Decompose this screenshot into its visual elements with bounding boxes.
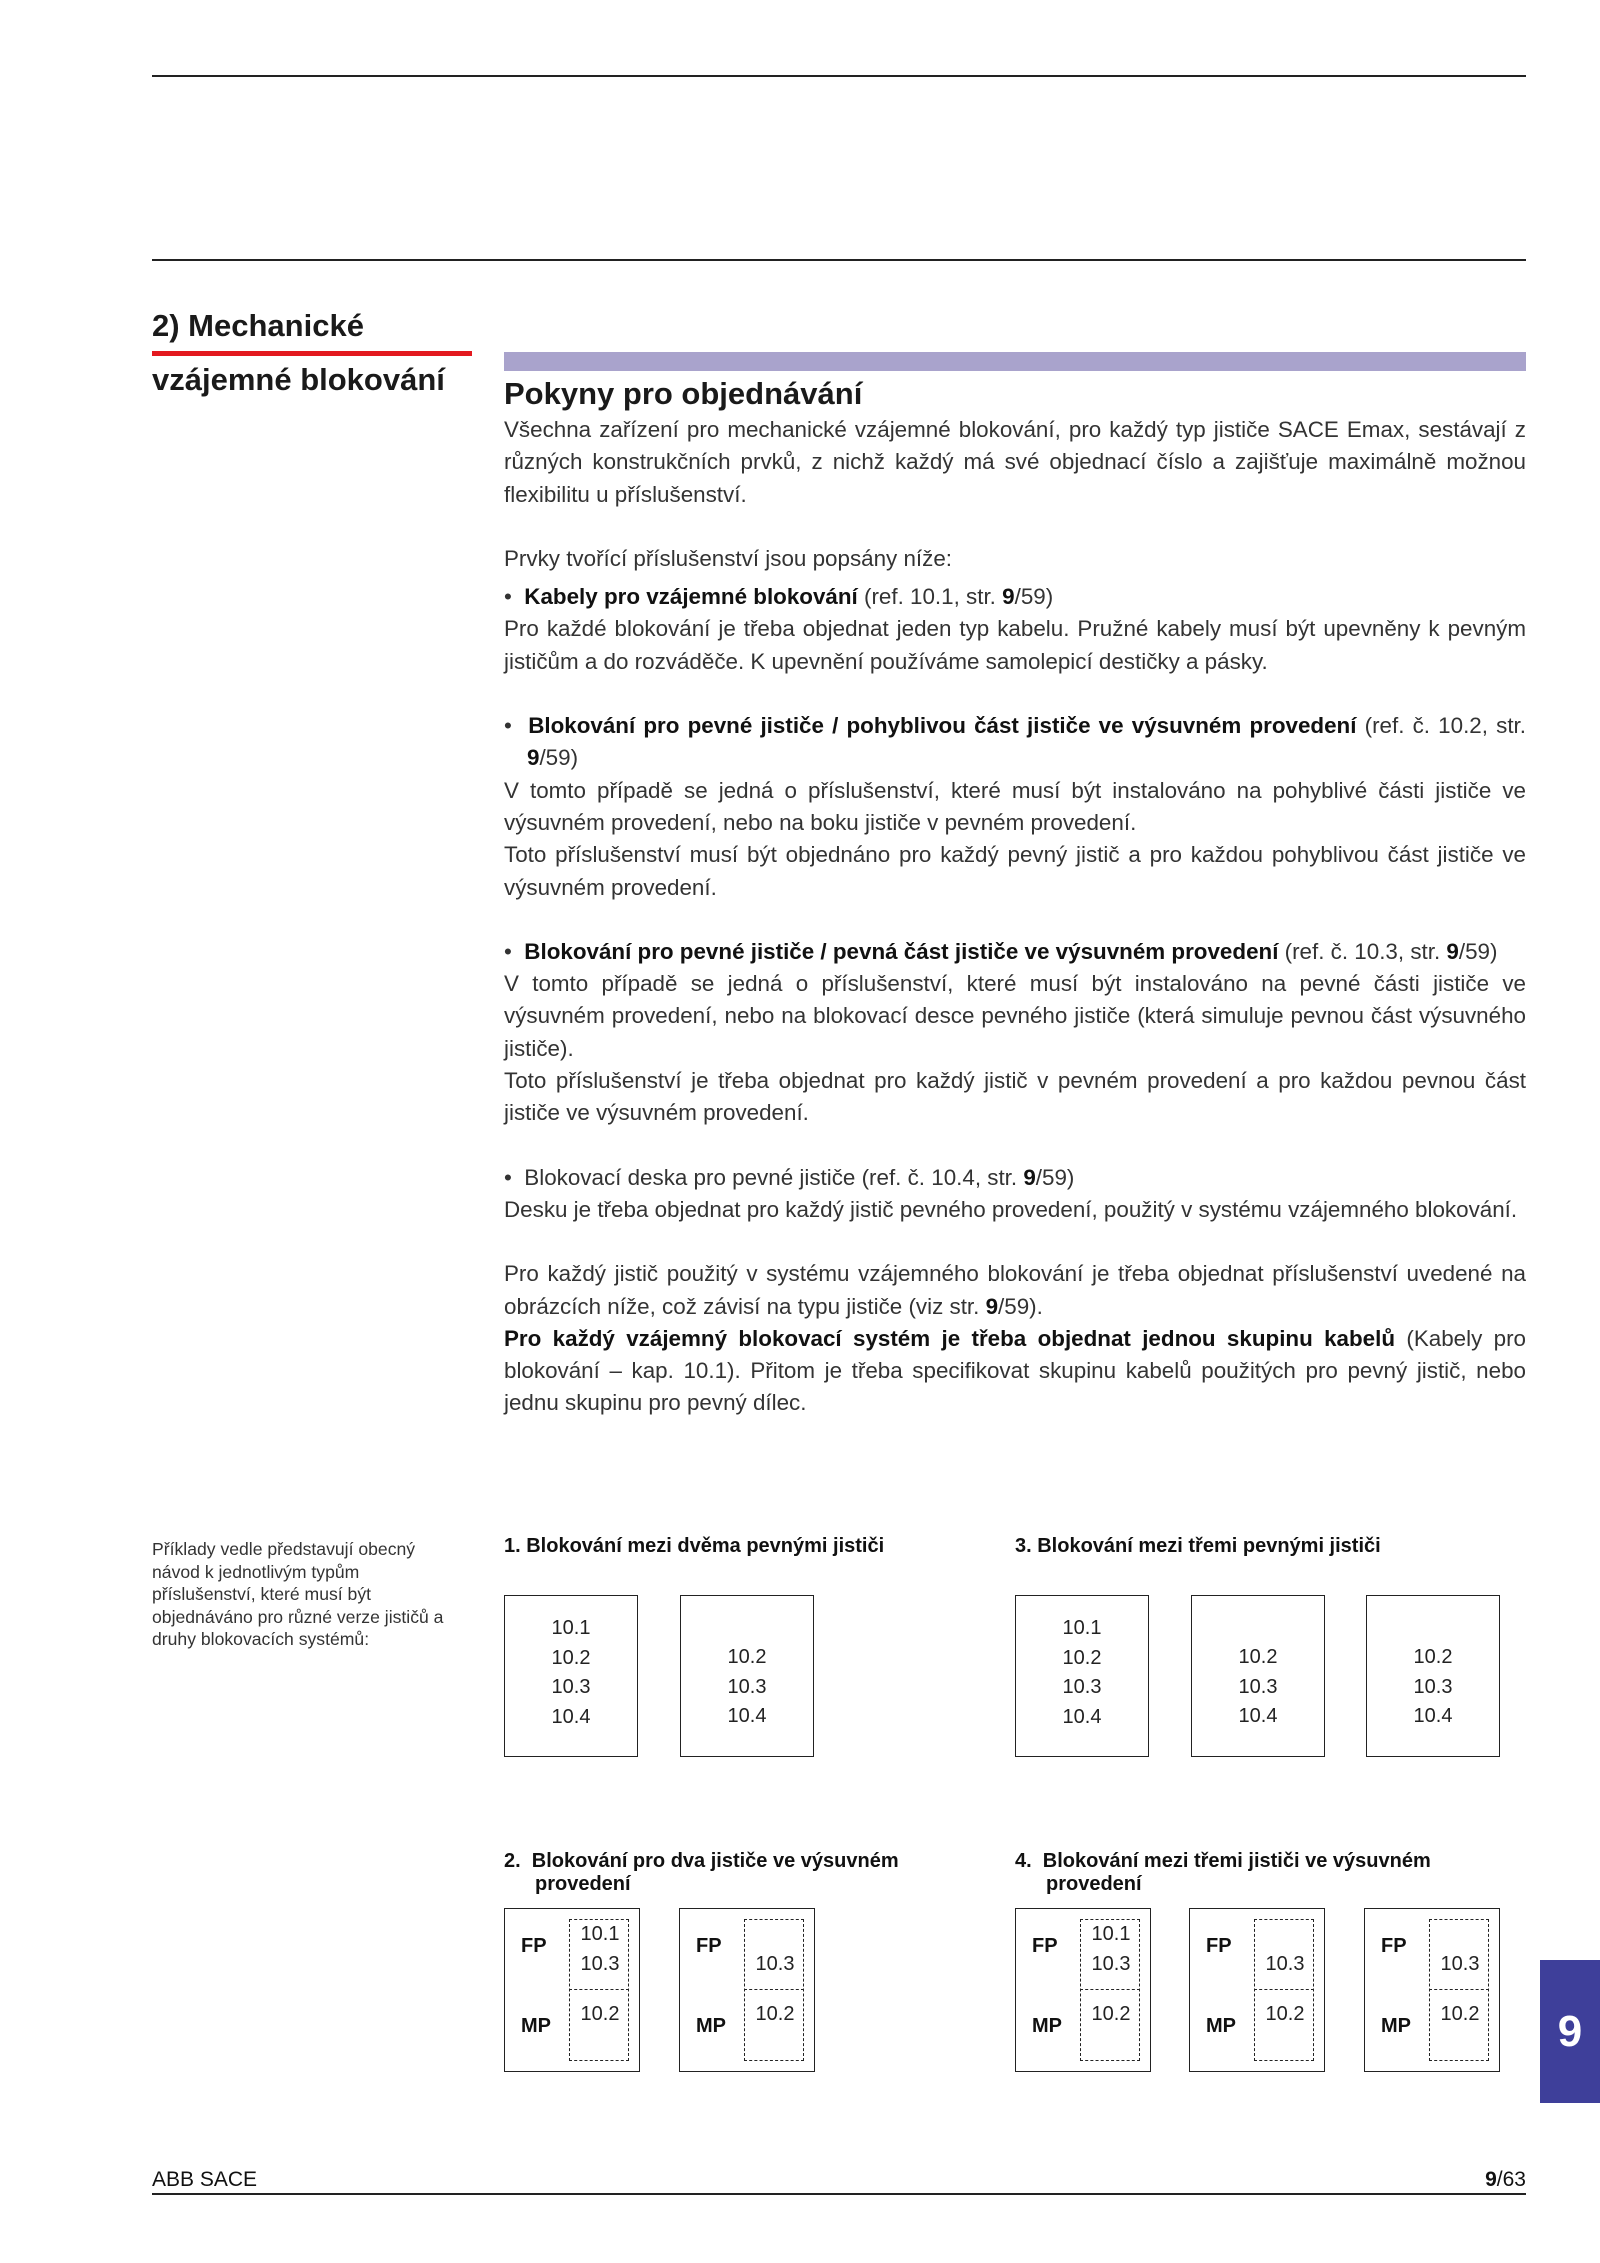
item-fixed-part: • Blokování pro pevné jističe / pevná část jističe ve výsuvném provedení (ref. č. 10.3, str. 9/59) — [504, 938, 1498, 964]
figure-1-box-2: 10.2 10.3 10.4 — [680, 1595, 814, 1757]
footer-page-number: 9/63 — [1485, 2168, 1526, 2191]
section-title-line2: vzájemné blokování — [152, 362, 445, 397]
item-cables: • Kabely pro vzájemné blokování (ref. 10.1, str. 9/59) — [504, 584, 1054, 610]
figure-4-breaker-3: FP MP 10.3 10.2 — [1364, 1908, 1500, 2072]
chapter-tab: 9 — [1540, 1960, 1600, 2103]
figure-2-title: 2. Blokování pro dva jističe ve výsuvném provedení — [504, 1850, 899, 1895]
item-plate-desc: Desku je třeba objednat pro každý jistič pevného provedení, použitý v systému vzájemného blokování. — [504, 1196, 1518, 1222]
heading-bar — [504, 352, 1526, 371]
closing-paragraph-2: Pro každý vzájemný blokovací systém je třeba objednat jednou skupinu kabelů (Kabely pro blokování – kap. 10.1). Přitom je třeba specifikovat skupinu kabelů použitých pro pevný jistič, nebo jednu skupinu pro pevný dílec. — [504, 1325, 1526, 1416]
main-body — [504, 414, 1526, 1420]
figure-1-title: 1. Blokování mezi dvěma pevnými jističi — [504, 1535, 885, 1557]
figure-3-box-3: 10.2 10.3 10.4 — [1366, 1595, 1500, 1757]
footer-rule — [152, 2193, 1526, 2195]
figure-4-breaker-1: FP MP 10.1 10.3 10.2 — [1015, 1908, 1151, 2072]
figure-1-box-1: 10.1 10.2 10.3 10.4 — [504, 1595, 638, 1757]
header-rule-top — [152, 75, 1526, 77]
figure-2-breaker-1: FP MP 10.1 10.3 10.2 — [504, 1908, 640, 2072]
section-title-underline — [152, 351, 472, 356]
item-fixed-part-desc: V tomto případě se jedná o příslušenství, které musí být instalováno na pevné části jističe ve výsuvném provedení, nebo na blokovací desce pevného jističe (která simuluje pevnou část výsuvného jističe). — [504, 971, 1526, 1061]
figure-4-breaker-2: FP MP 10.3 10.2 — [1189, 1908, 1325, 2072]
item-fixed-part-desc2: Toto příslušenství je třeba objednat pro každý jistič v pevném provedení a pro každou pevnou část jističe ve výsuvném provedení. — [504, 1068, 1526, 1126]
figure-2-breaker-2: FP MP 10.3 10.2 — [679, 1908, 815, 2072]
figure-3-box-1: 10.1 10.2 10.3 10.4 — [1015, 1595, 1149, 1757]
item-moving-part: • Blokování pro pevné jističe / pohyblivou část jističe ve výsuvném provedení (ref. č. 10.2, str. 9/59) — [504, 713, 1526, 771]
figure-3-box-2: 10.2 10.3 10.4 — [1191, 1595, 1325, 1757]
closing-paragraph-1: Pro každý jistič použitý v systému vzájemného blokování je třeba objednat příslušenství uvedené na obrázcích níže, což závisí na typu jističe (viz str. 9/59). — [504, 1261, 1526, 1319]
footer-company: ABB SACE — [152, 2168, 258, 2191]
item-moving-part-desc2: Toto příslušenství musí být objednáno pro každý pevný jistič a pro každou pohyblivou část jističe ve výsuvném provedení. — [504, 842, 1526, 900]
item-cables-desc: Pro každé blokování je třeba objednat jeden typ kabelu. Pružné kabely musí být upevněny k pevným jističům a do rozváděče. K upevnění používáme samolepicí destičky a pásky. — [504, 616, 1526, 674]
figure-4-title: 4. Blokování mezi třemi jističi ve výsuvném provedení — [1015, 1850, 1431, 1895]
section-title-line1: 2) Mechanické — [152, 308, 364, 343]
figure-3-title: 3. Blokování mezi třemi pevnými jističi — [1015, 1535, 1381, 1557]
elements-intro: Prvky tvořící příslušenství jsou popsány níže: — [504, 545, 952, 571]
side-note: Příklady vedle představují obecný návod k jednotlivým typům příslušenství, které musí být objednáváno pro různé verze jističů a druhy blokovacích systémů: — [152, 1539, 444, 1649]
header-rule-bottom — [152, 259, 1526, 261]
item-plate: • Blokovací deska pro pevné jističe (ref. č. 10.4, str. 9/59) — [504, 1164, 1075, 1190]
intro-paragraph: Všechna zařízení pro mechanické vzájemné blokování, pro každý typ jističe SACE Emax, sestávají z různých konstrukčních prvků, z nichž každý má své objednací číslo a zajišťuje maximálně možnou flexibilitu u příslušenství. — [504, 417, 1526, 507]
item-moving-part-desc: V tomto případě se jedná o příslušenství, které musí být instalováno na pohyblivé části jističe ve výsuvném provedení, nebo na boku jističe v pevném provedení. — [504, 777, 1526, 835]
page-title: Pokyny pro objednávání — [504, 376, 863, 411]
